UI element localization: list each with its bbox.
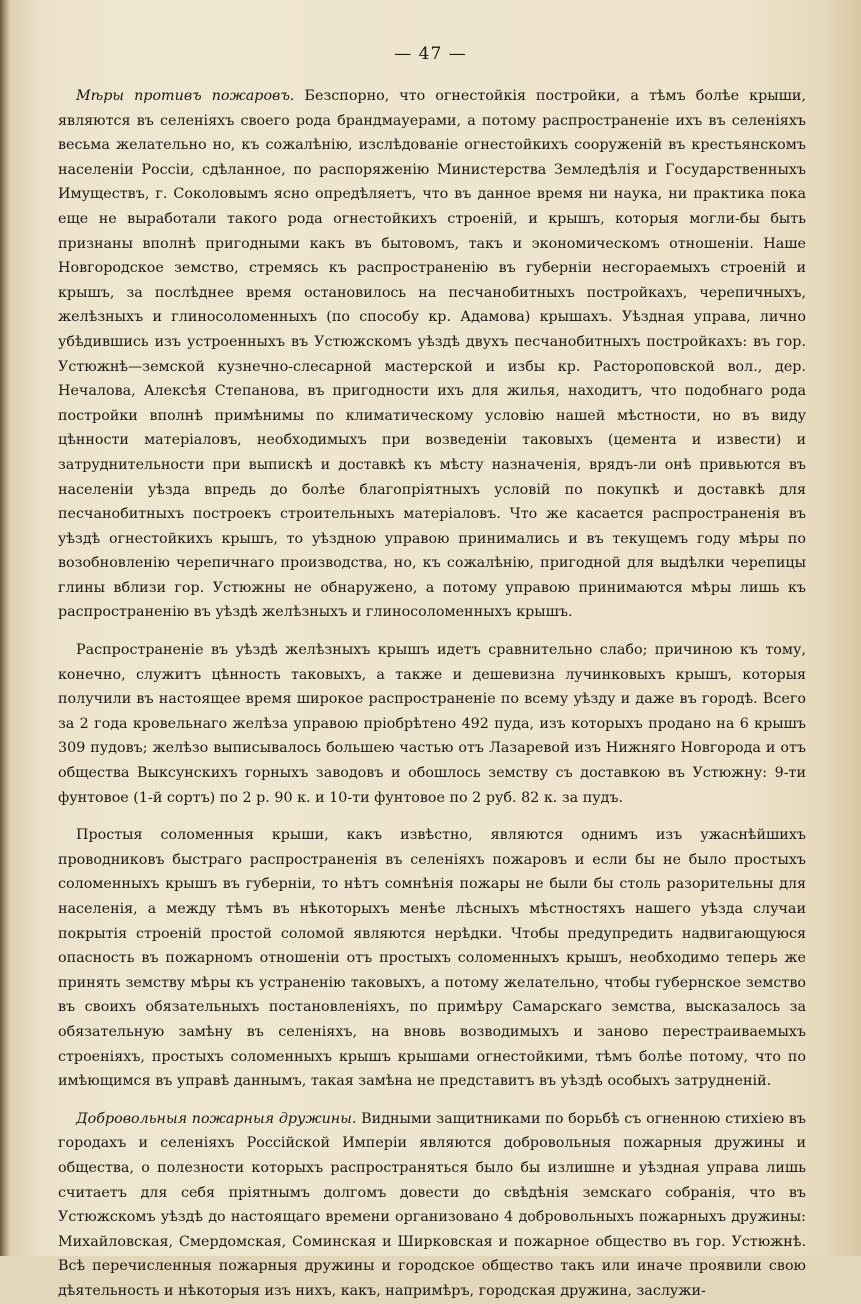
paragraph-heading: Добровольныя пожарныя дружины. [76, 1110, 357, 1127]
paragraph-text: Простыя соломенныя крыши, какъ извѣстно, являются однимъ изъ ужаснѣйшихъ проводниковъ быстраго распространенія въ селеніяхъ пожаровъ и если бы не было простыхъ соломенныхъ крышъ въ губерніи, то нѣтъ сомнѣнія пожары не были бы столь разорительны для населенія, а между тѣмъ въ нѣкоторыхъ менѣе лѣсныхъ мѣстностяхъ нашего уѣзда случаи покрытія строеній простой соломой являются нерѣдки. Чтобы предупредить надвигающуюся опасность въ пожарномъ отношеніи отъ простыхъ соломенныхъ крышъ, необходимо теперь же принять земству мѣры къ устраненію таковыхъ, а потому желательно, чтобы губернское земство въ своихъ обязательныхъ постановленіяхъ, по примѣру Самарскаго земства, высказалось за обязательную замѣну въ селеніяхъ, на вновь возводимыхъ и заново перестраиваемыхъ строеніяхъ, простыхъ соломенныхъ крышъ крышами огнестойкими, тѣмъ болѣе потому, что по имѣющимся въ управѣ даннымъ, такая замѣна не представитъ въ уѣздѣ особыхъ затрудненій. [58, 827, 806, 1090]
paragraph-iron-roofs [58, 638, 806, 810]
paragraph-fire-brigades [58, 1107, 806, 1304]
paragraph-heading: Мѣры противъ пожаровъ. [76, 88, 295, 104]
page-number: — 47 — [394, 44, 467, 64]
paragraph-straw-roofs [58, 823, 806, 1094]
paragraph-text: Безспорно, что огнестойкія постройки, а тѣмъ болѣе крыши, являются въ селеніяхъ своего рода брандмауерами, а потому распространеніе ихъ въ селеніяхъ весьма желательно но, къ сожалѣнію, изслѣдованіе огнестойкихъ сооруженій въ крестьянскомъ населеніи Россіи, сдѣланное, по распоряженію Министерства Земледѣлія и Государственныхъ Имуществъ, г. Соколовымъ ясно опредѣляетъ, что въ данное время ни наука, ни практика пока еще не выработали такого рода огнестойкихъ строеній, и крышъ, которыя могли-бы быть признаны вполнѣ пригодными какъ въ бытовомъ, такъ и экономическомъ отношеніи. Наше Новгородское земство, стремясь къ распространенію въ губерніи несгораемыхъ строеній и крышъ, за послѣднее время остановилось на песчанобитныхъ постройкахъ, черепичныхъ, желѣзныхъ и глиносоломенныхъ (по способу кр. Адамова) крышахъ. Уѣздная управа, лично убѣдившись изъ устроенныхъ въ Устюжскомъ уѣздѣ двухъ песчанобитныхъ постройкахъ: въ гор. Устюжнѣ—земской кузнечно-слесарной мастерской и избы кр. Растороповской вол., дер. Нечалова, Алексѣя Степанова, въ пригодности ихъ для жилья, находитъ, что подобнаго рода постройки вполнѣ примѣнимы по климатическому условію нашей мѣстности, но въ виду цѣнности матеріаловъ, необходимыхъ при возведеніи таковыхъ (цемента и извести) и затруднительности при выпискѣ и доставкѣ къ мѣсту назначенія, врядъ-ли онѣ привьются въ населеніи уѣзда впредь до болѣе благопріятныхъ условій по покупкѣ и доставкѣ для песчанобитныхъ построекъ строительныхъ матеріаловъ. Что же касается распространенія въ уѣздѣ огнестойкихъ крышъ, то уѣздною управою принимались и въ текущемъ году мѣры по возобновленію черепичнаго производства, но, къ сожалѣнію, пригодной для выдѣлки черепицы глины вблизи гор. Устюжны не обнаружено, а потому управою принимаются мѣры лишь къ распространенію въ уѣздѣ желѣзныхъ и глиносоломенныхъ крышъ. [58, 88, 807, 621]
body-text [58, 84, 806, 1304]
paragraph-fire-measures [58, 84, 806, 625]
page-gutter-shadow [0, 0, 10, 1256]
paragraph-text: Распространеніе въ уѣздѣ желѣзныхъ крышъ идетъ сравнительно слабо; причиною къ тому, конечно, служитъ цѣнность таковыхъ, а также и дешевизна лучинковыхъ крышъ, которыя получили въ настоящее время широкое распространеніе по всему уѣзду и даже въ городѣ. Всего за 2 года кровельнаго желѣза управою пріобрѣтено 492 пуда, изъ которыхъ продано на 6 крышъ 309 пудовъ; желѣзо выписывалось большею частью отъ Лазаревой изъ Нижняго Новгорода и отъ общества Выксунскихъ горныхъ заводовъ и обошлось земству съ доставкою въ Устюжну: 9-ти фунтовое (1-й сортъ) по 2 р. 90 к. и 10-ти фунтовое по 2 руб. 82 к. за пудъ. [58, 642, 806, 806]
paragraph-text: Видными защитниками по борьбѣ съ огненною стихіею въ городахъ и селеніяхъ Россійской Имперіи являются добровольныя пожарныя дружины и общества, о полезности которыхъ распространяться было бы излишне и уѣздная управа лишь считаетъ для себя пріятнымъ долгомъ довести до свѣдѣнія земскаго собранія, что въ Устюжскомъ уѣздѣ до настоящаго времени организовано 4 добровольныхъ пожарныхъ дружины: Михайловская, Смердомская, Соминская и Ширковская и пожарное общество въ гор. Устюжнѣ. Всѣ перечисленныя пожарныя дружины и городское общество такъ или иначе проявили свою дѣятельность и нѣкоторыя изъ нихъ, какъ, напримѣръ, городская дружина, заслужи- [58, 1110, 806, 1299]
